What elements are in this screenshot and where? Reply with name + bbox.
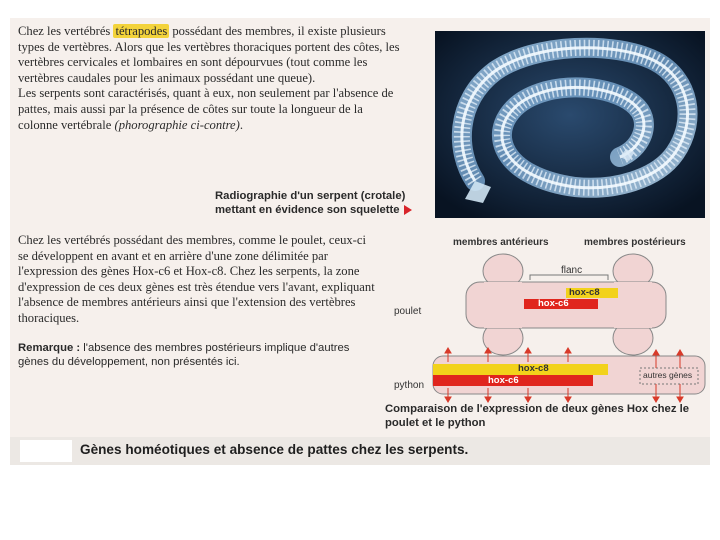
label-forelimbs: membres antérieurs [453,237,549,248]
snake-xray-photo [435,31,705,218]
xray-caption: Radiographie d'un serpent (crotale) mettant en évidence son squelette [215,190,425,217]
label-other-genes: autres gènes [643,370,693,380]
label-chicken-hoxc6: hox-c6 [538,298,569,309]
label-chicken: poulet [394,306,422,317]
intro-paragraph-1: Chez les vertébrés tétrapodes possédant des membres, il existe plusieurs types de vertèbres. Alors que les vertèbres thoraciques portent des côtes, les vertèbres cervicales et lombaires en sont dépourvues (tout comme les vertèbres caudales pour les animaux possédant une queue). [18,24,400,85]
pointer-arrow-icon [404,205,412,215]
remark-note: Remarque : l'absence des membres postérieurs implique d'autres gènes du développement, non présentés ici. [18,342,350,368]
label-flank: flanc [561,265,583,276]
intro-paragraph-2: Les serpents sont caractérisés, quant à eux, non seulement par l'absence de pattes, mais aussi par la présence de côtes sur toute la longueur de la colonne vertébrale (phorographie ci-contre). [18,86,394,132]
hox-explanation-text: Chez les vertébrés possédant des membres, comme le poulet, ceux-ci se développent en avant et en arrière d'une zone délimitée par l'expression des gènes Hox-c6 et Hox-c8. Chez les serpents, la zone d'expression de ces deux gènes est très étendue vers l'avant, expliquant l'absence de membres antérieurs ainsi que l'extension des vertèbres thoraciques. [18,233,375,325]
label-hindlimbs: membres postérieurs [584,237,686,248]
intro-text [18,24,403,133]
footer-label-box [20,440,72,462]
comparison-caption: Comparaison de l'expression de deux gènes Hox chez le poulet et le python [385,403,690,429]
snake-skeleton-illustration [435,31,705,218]
label-python-hoxc6: hox-c6 [488,375,519,386]
label-python-hoxc8: hox-c8 [518,363,549,374]
footer-title: Gènes homéotiques et absence de pattes chez les serpents. [80,442,469,457]
hox-comparison-diagram [388,238,710,408]
hox-diagram-drawing [388,238,710,408]
label-chicken-hoxc8: hox-c8 [569,287,600,298]
highlighted-term: tétrapodes [115,24,168,38]
textbook-page [10,18,710,465]
label-python: python [394,380,425,391]
